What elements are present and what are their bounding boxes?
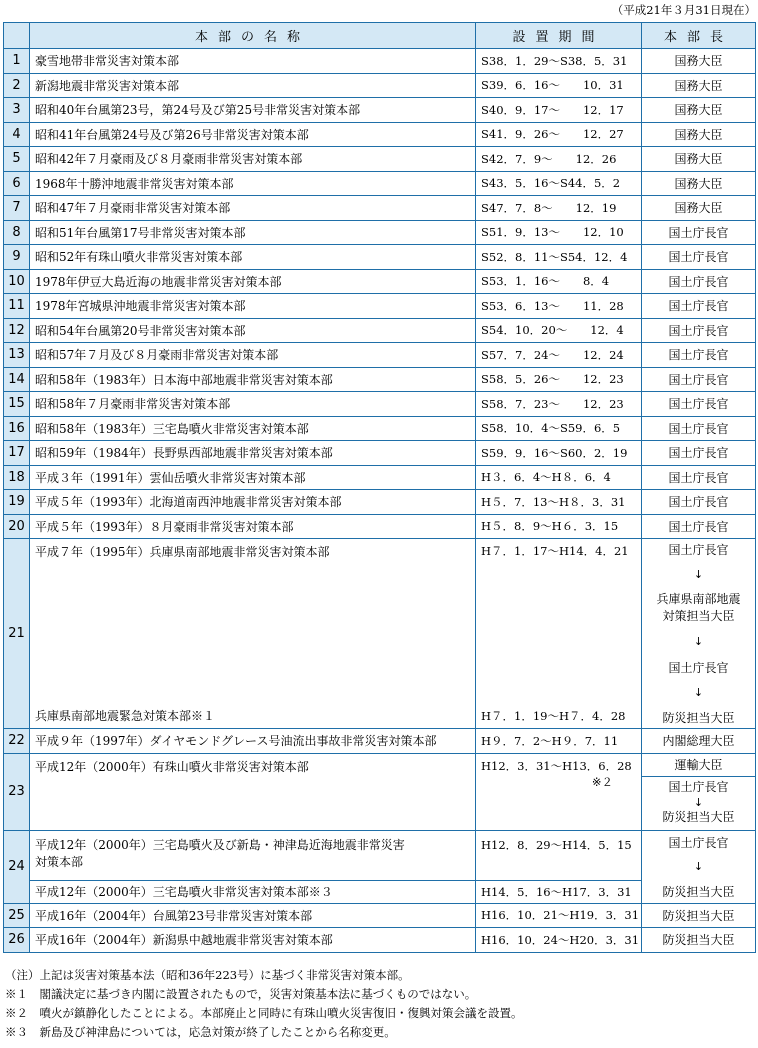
row-period: S40．9．17～ 12．17 [476, 98, 642, 123]
row-name: 昭和54年台風第20号非常災害対策本部 [30, 318, 476, 343]
row-name: 昭和58年（1983年）三宅島噴火非常災害対策本部 [30, 416, 476, 441]
row-name: 昭和51年台風第17号非常災害対策本部 [30, 220, 476, 245]
row-number: 24 [4, 830, 30, 903]
row-period: S41．9．26～ 12．27 [476, 122, 642, 147]
row-number: 3 [4, 98, 30, 123]
row-chief: 国土庁長官 [642, 392, 756, 417]
row24-period1: H12．8．29～H14．5．15 [481, 837, 632, 852]
table-row [4, 441, 756, 466]
row-chief: 国務大臣 [642, 122, 756, 147]
row23-period-cell [476, 753, 642, 830]
footnotes [5, 966, 523, 1042]
table-row [4, 245, 756, 270]
row-period: S43．5．16～S44．5．2 [476, 171, 642, 196]
row-chief: 国土庁長官 [642, 367, 756, 392]
arrow-down-icon: ↓ [693, 795, 704, 809]
row-number: 5 [4, 147, 30, 172]
row23-chief2: 国土庁長官 [668, 779, 729, 794]
table-row [4, 294, 756, 319]
table-row [4, 171, 756, 196]
row-number: 7 [4, 196, 30, 221]
row-name: 1968年十勝沖地震非常災害対策本部 [30, 171, 476, 196]
row-number: 12 [4, 318, 30, 343]
row-chief: 国務大臣 [642, 171, 756, 196]
row-chief: 国務大臣 [642, 147, 756, 172]
row-number: 17 [4, 441, 30, 466]
row21-chief2a: 兵庫県南部地震 [656, 592, 741, 607]
row-period: H16．10．21～H19．3．31 [476, 903, 642, 928]
header-name: 本部の名称 [30, 23, 476, 49]
disaster-hq-table [3, 22, 756, 953]
table-row [4, 73, 756, 98]
row-period: S53．1．16～ 8．4 [476, 269, 642, 294]
row-period: S52．8．11～S54．12．4 [476, 245, 642, 270]
row-number: 23 [4, 753, 30, 830]
row-name: 1978年宮城県沖地震非常災害対策本部 [30, 294, 476, 319]
table-row [4, 122, 756, 147]
row-chief: 国土庁長官 [642, 514, 756, 539]
date-note: （平成21年３月31日現在） [611, 3, 756, 17]
table-row [4, 416, 756, 441]
row-period: S47．7．8～ 12．19 [476, 196, 642, 221]
row-name: 昭和41年台風第24号及び第26号非常災害対策本部 [30, 122, 476, 147]
row-number: 2 [4, 73, 30, 98]
row-name: 平成５年（1993年）８月豪雨非常災害対策本部 [30, 514, 476, 539]
arrow-down-icon: ↓ [693, 685, 704, 699]
table-row-22 [4, 729, 756, 754]
row-chief: 防災担当大臣 [642, 903, 756, 928]
row-chief: 国土庁長官 [642, 318, 756, 343]
row21-chief2b: 対策担当大臣 [662, 609, 735, 624]
table-row [4, 220, 756, 245]
row23-chief1: 運輸大臣 [674, 757, 723, 772]
row-name: 新潟地震非常災害対策本部 [30, 73, 476, 98]
row21-chief4: 防災担当大臣 [662, 710, 735, 725]
row-period: S38．1．29～S38．5．31 [476, 49, 642, 74]
row-period: H９．7．2～H９．7．11 [476, 729, 642, 754]
arrow-down-icon: ↓ [693, 635, 704, 649]
row-chief: 国土庁長官 [642, 441, 756, 466]
row-name: 平成16年（2004年）新潟県中越地震非常災害対策本部 [30, 928, 476, 953]
row24-name2: 平成12年（2000年）三宅島噴火非常災害対策本部※３ [30, 880, 475, 903]
row23-chiefs [642, 753, 756, 830]
row24-periods [476, 830, 642, 903]
footnote: ※３ 新島及び神津島については，応急対策が終了したことから名称変更。 [5, 1025, 396, 1039]
row-period: H５．7．13～H８．3．31 [476, 490, 642, 515]
row-name: 平成16年（2004年）台風第23号非常災害対策本部 [30, 903, 476, 928]
table-row-26 [4, 928, 756, 953]
row-number: 11 [4, 294, 30, 319]
row-period: H12．3．31～H13．6．28 [481, 758, 632, 773]
row-number: 16 [4, 416, 30, 441]
row-number: 8 [4, 220, 30, 245]
row21-name2: 兵庫県南部地震緊急対策本部※１ [35, 709, 216, 723]
row-number: 26 [4, 928, 30, 953]
row-period: S53．6．13～ 11．28 [476, 294, 642, 319]
row-period: S57．7．24～ 12．24 [476, 343, 642, 368]
table-row [4, 367, 756, 392]
row-number: 10 [4, 269, 30, 294]
row-period: S51．9．13～ 12．10 [476, 220, 642, 245]
table-row [4, 318, 756, 343]
row-chief: 国務大臣 [642, 49, 756, 74]
row24-period2: H14．5．16～H17．3．31 [476, 880, 641, 903]
row-number: 22 [4, 729, 30, 754]
row24-chief2: 防災担当大臣 [662, 884, 735, 899]
row-chief: 国土庁長官 [642, 245, 756, 270]
row-chief: 内閣総理大臣 [642, 729, 756, 754]
table-row [4, 465, 756, 490]
row-period: S54．10．20～ 12．4 [476, 318, 642, 343]
table-row [4, 392, 756, 417]
row-chief: 国土庁長官 [642, 490, 756, 515]
row-period: H３．6．4～H８．6．4 [476, 465, 642, 490]
row-name: 昭和59年（1984年）長野県西部地震非常災害対策本部 [30, 441, 476, 466]
row21-names [30, 539, 476, 729]
row-chief: 国土庁長官 [642, 416, 756, 441]
row21-chief3: 国土庁長官 [668, 660, 729, 675]
table-row-25 [4, 903, 756, 928]
row-number: 9 [4, 245, 30, 270]
table-row [4, 269, 756, 294]
row21-periods [476, 539, 642, 729]
row-chief: 国土庁長官 [642, 294, 756, 319]
row21-name1: 平成７年（1995年）兵庫県南部地震非常災害対策本部 [35, 545, 330, 559]
row-chief: 国務大臣 [642, 98, 756, 123]
row-number: 13 [4, 343, 30, 368]
row-number: 14 [4, 367, 30, 392]
table-row [4, 147, 756, 172]
row24-name1b: 対策本部 [35, 854, 84, 869]
table-row-23 [4, 753, 756, 830]
footnote: ※２ 噴火が鎮静化したことによる。本部廃止と同時に有珠山噴火災害復旧・復興対策会議を設置。 [5, 1006, 523, 1020]
row-name: 昭和58年７月豪雨非常災害対策本部 [30, 392, 476, 417]
row24-names [30, 830, 476, 903]
row23-note: ※２ [591, 774, 613, 789]
row24-name1a: 平成12年（2000年）三宅島噴火及び新島・神津島近海地震非常災害 [35, 837, 405, 852]
table-row [4, 514, 756, 539]
row-name: 1978年伊豆大島近海の地震非常災害対策本部 [30, 269, 476, 294]
row-period: S58．7．23～ 12．23 [476, 392, 642, 417]
table-row [4, 98, 756, 123]
row-number: 6 [4, 171, 30, 196]
row-period: S42．7．9～ 12．26 [476, 147, 642, 172]
row24-chief1: 国土庁長官 [668, 835, 729, 850]
row21-period2: H７．1．19～H７．4．28 [481, 709, 626, 723]
row-chief: 国土庁長官 [642, 465, 756, 490]
row-period: S58．5．26～ 12．23 [476, 367, 642, 392]
row-number: 19 [4, 490, 30, 515]
table-row-21 [4, 539, 756, 729]
row-name: 平成３年（1991年）雲仙岳噴火非常災害対策本部 [30, 465, 476, 490]
row-period: S59．9．16～S60．2．19 [476, 441, 642, 466]
row24-chiefs [642, 830, 756, 903]
row-period: S58．10．4～S59．6．5 [476, 416, 642, 441]
row-name: 昭和52年有珠山噴火非常災害対策本部 [30, 245, 476, 270]
table-row [4, 196, 756, 221]
row-period: S39．6．16～ 10．31 [476, 73, 642, 98]
row-chief: 防災担当大臣 [642, 928, 756, 953]
row-chief: 国務大臣 [642, 196, 756, 221]
row-period: H５．8．9～H６．3．15 [476, 514, 642, 539]
footnote: （注）上記は災害対策基本法（昭和36年223号）に基づく非常災害対策本部。 [5, 968, 410, 982]
row-chief: 国土庁長官 [642, 220, 756, 245]
table-row [4, 49, 756, 74]
row23-chief3: 防災担当大臣 [662, 809, 735, 824]
table-row-24 [4, 830, 756, 903]
row-number: 1 [4, 49, 30, 74]
row-number: 4 [4, 122, 30, 147]
row-number: 25 [4, 903, 30, 928]
row21-chief1: 国土庁長官 [668, 543, 729, 557]
row-name: 昭和58年（1983年）日本海中部地震非常災害対策本部 [30, 367, 476, 392]
header-chief: 本部長 [642, 23, 756, 49]
header-blank [4, 23, 30, 49]
row-name: 昭和40年台風第23号，第24号及び第25号非常災害対策本部 [30, 98, 476, 123]
row-name: 昭和57年７月及び８月豪雨非常災害対策本部 [30, 343, 476, 368]
row-name: 平成９年（1997年）ダイヤモンドグレース号油流出事故非常災害対策本部 [30, 729, 476, 754]
row-number: 20 [4, 514, 30, 539]
row-number: 15 [4, 392, 30, 417]
arrow-down-icon: ↓ [693, 568, 704, 582]
row-name: 昭和42年７月豪雨及び８月豪雨非常災害対策本部 [30, 147, 476, 172]
row-period: H16．10．24～H20．3．31 [476, 928, 642, 953]
row-name: 平成５年（1993年）北海道南西沖地震非常災害対策本部 [30, 490, 476, 515]
row21-chiefs [642, 539, 756, 729]
header-period: 設置期間 [476, 23, 642, 49]
row-chief: 国務大臣 [642, 73, 756, 98]
row21-period1: H７．1．17～H14．4．21 [481, 544, 629, 558]
row-chief: 国土庁長官 [642, 269, 756, 294]
row-name: 豪雪地帯非常災害対策本部 [30, 49, 476, 74]
table-row [4, 490, 756, 515]
row-name: 昭和47年７月豪雨非常災害対策本部 [30, 196, 476, 221]
row-number: 18 [4, 465, 30, 490]
row-chief: 国土庁長官 [642, 343, 756, 368]
arrow-down-icon: ↓ [693, 860, 704, 873]
table-row [4, 343, 756, 368]
row-number: 21 [4, 539, 30, 729]
row-name: 平成12年（2000年）有珠山噴火非常災害対策本部 [30, 753, 476, 830]
footnote: ※１ 閣議決定に基づき内閣に設置されたもので，災害対策基本法に基づくものではない。 [5, 987, 477, 1001]
